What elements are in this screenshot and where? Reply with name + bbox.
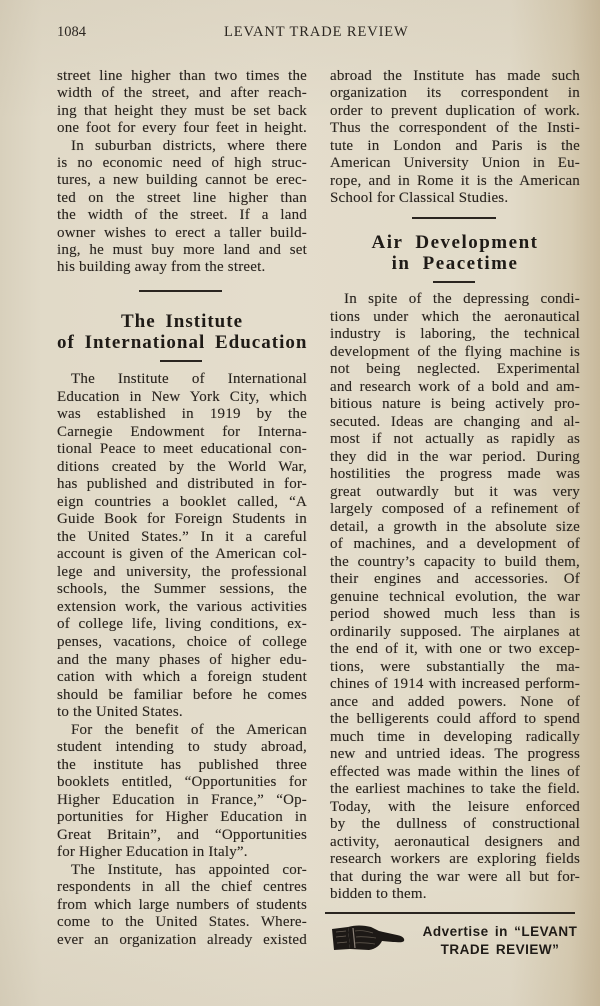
text-line: by the dullness of constructional	[330, 816, 580, 832]
text-line: activity, aeronautical designers and	[330, 833, 580, 850]
text-line: and research work of a bold and am-	[330, 378, 580, 395]
text-line: largely composed of a refinement of	[330, 501, 580, 517]
text-line: organization its correspondent in	[330, 85, 580, 102]
text-line: the end of it, with one or two excep-	[330, 641, 580, 657]
text-line: hostilities the progress made was	[330, 466, 580, 482]
text-line: most if not actually as rapidly as	[330, 431, 580, 447]
title-underline-rule	[433, 281, 475, 283]
text-line: they did in the war period. During	[330, 448, 580, 465]
article-title-line: in Peacetime	[391, 253, 519, 274]
running-header-title: LEVANT TRADE REVIEW	[224, 24, 409, 40]
text-line: lege and university, the professional	[57, 563, 307, 580]
article-body-air-development	[330, 291, 580, 904]
text-line: should be familiar before he comes	[57, 686, 307, 703]
text-line: The Institute of International	[71, 371, 307, 387]
advertisement-line: Advertise in “LEVANT	[422, 924, 578, 939]
text-line: abroad the Institute has made such	[330, 68, 580, 84]
article-title-institute	[57, 311, 307, 353]
text-line: come to the United States. Where-	[57, 914, 307, 931]
text-line: ance and added powers. None of	[330, 693, 580, 710]
text-line: portunities for Higher Education in	[57, 809, 307, 826]
text-line: Higher Education in France,” “Op-	[57, 791, 307, 808]
article-title-line: Air Development	[371, 232, 539, 253]
text-line: the United States.” In it a careful	[57, 528, 307, 545]
section-divider	[139, 290, 222, 292]
text-line: ordinarily supposed. The airplanes at	[330, 623, 580, 640]
text-line: of college life, living conditions, ex-	[57, 616, 307, 633]
text-line: tional Peace to meet educational con-	[57, 441, 307, 458]
text-line: tions, were substantially the ma-	[330, 658, 580, 675]
text-line: the earliest machines to take the field.	[330, 781, 580, 797]
text-line: Thus the correspondent of the Insti-	[330, 120, 580, 137]
text-line: eign countries a booklet called, “A	[57, 493, 307, 510]
text-line: rope, and in Rome it is the American	[330, 172, 580, 189]
paragraph	[57, 68, 307, 138]
text-line: detail, a growth in the absolute size	[330, 518, 580, 535]
text-line: student intending to study abroad,	[57, 739, 307, 756]
text-line: For the benefit of the American	[71, 721, 307, 738]
text-line: development of the flying machine is	[330, 343, 580, 360]
text-line: and the many phases of higher edu-	[57, 651, 307, 668]
text-line: width of the street, and after reach-	[57, 85, 307, 102]
text-line: the belligerents could afford to spend	[330, 711, 580, 727]
advertisement-divider	[325, 912, 575, 914]
text-line: to the United States.	[57, 704, 183, 721]
text-line: School for Classical Studies.	[330, 190, 509, 207]
text-line: bitious nature is being actively pro-	[330, 396, 580, 412]
text-line: Carnegie Endowment for Interna-	[57, 423, 307, 440]
paragraph	[57, 722, 307, 862]
article-body-institute	[57, 371, 307, 950]
text-line: Education in New York City, which	[57, 388, 307, 405]
text-line: much time in developing radically	[330, 728, 580, 745]
text-line: for Higher Education in Italy”.	[57, 844, 248, 861]
text-line: the institute has published three	[57, 756, 307, 773]
text-line: booklets entitled, “Opportunities for	[57, 774, 307, 791]
article-title-air-development	[330, 232, 580, 274]
text-line: Great Britain”, and “Opportunities	[57, 826, 307, 843]
text-line: their engines and accessories. Of	[330, 571, 580, 587]
text-line: new and untried ideas. The progress	[330, 746, 580, 762]
article-title-line: The Institute	[120, 311, 244, 332]
text-line: research workers are exploring fields	[330, 851, 580, 867]
text-line: The Institute, has appointed cor-	[71, 861, 307, 878]
paragraph	[57, 138, 307, 277]
advertisement-line: TRADE REVIEW”	[440, 942, 560, 957]
text-line: ing, he must buy more land and set	[57, 242, 307, 259]
section-divider	[412, 217, 496, 219]
text-line: Today, with the leisure enforced	[330, 798, 580, 815]
left-column-continued-text	[57, 68, 307, 277]
text-line: great outwardly but it was very	[330, 483, 580, 500]
text-line: the width of the street. If a land	[57, 207, 307, 224]
advertisement-text	[420, 923, 580, 959]
text-line: the country’s capacity to build them,	[330, 553, 580, 570]
text-line: bidden to them.	[330, 886, 427, 902]
right-column-continued-text	[330, 68, 580, 208]
article-title-line: of International Education	[57, 332, 308, 353]
text-line: tute in London and Paris is the	[330, 137, 580, 154]
text-line: cation with which a foreign student	[57, 669, 307, 686]
page-number: 1084	[57, 24, 86, 40]
text-line: effected was made within the lines of	[330, 763, 580, 780]
pointing-hand-icon	[331, 923, 406, 953]
paragraph	[57, 862, 307, 950]
text-line: order to prevent duplication of work.	[330, 102, 580, 119]
text-line: from which large numbers of students	[57, 896, 307, 913]
text-line: extension work, the various activities	[57, 598, 307, 615]
title-underline-rule	[160, 360, 202, 362]
text-line: American University Union in Eu-	[330, 155, 580, 172]
text-line: penses, vacations, choice of college	[57, 633, 307, 650]
paragraph	[330, 291, 580, 904]
text-line: In suburban districts, where there	[71, 137, 307, 154]
text-line: not being neglected. Experimental	[330, 361, 580, 377]
text-line: of machines, and a development of	[330, 536, 580, 552]
text-line: ted on the street line higher than	[57, 189, 307, 206]
text-line: tures, a new building cannot be erec-	[57, 172, 307, 189]
text-line: industry is laboring, the technical	[330, 326, 580, 342]
text-line: one foot for every four feet in height.	[57, 120, 307, 137]
text-line: owner wishes to erect a taller build-	[57, 224, 307, 241]
text-line: account is given of the American col-	[57, 546, 307, 563]
paragraph	[330, 68, 580, 208]
text-line: In spite of the depressing condi-	[344, 291, 580, 307]
text-line: secuted. Ideas are changing and al-	[330, 413, 580, 430]
text-line: is no economic need of high struc-	[57, 155, 307, 172]
text-line: ever an organization already existed	[57, 932, 307, 948]
text-line: ditions created by the World War,	[57, 458, 307, 475]
text-line: ing that height they must be set back	[57, 102, 307, 119]
text-line: was established in 1919 by the	[57, 406, 307, 423]
text-line: that during the war were all but for-	[330, 868, 580, 885]
text-line: schools, the Summer sessions, the	[57, 581, 307, 598]
text-line: respondents in all the chief centres	[57, 879, 307, 896]
text-line: genuine technical evolution, the war	[330, 588, 580, 605]
text-line: Guide Book for Foreign Students in	[57, 511, 307, 528]
text-line: tions under which the aeronautical	[330, 308, 580, 325]
text-line: has published and distributed in for-	[57, 476, 307, 493]
text-line: his building away from the street.	[57, 259, 266, 276]
text-line: period showed much less than is	[330, 606, 580, 622]
text-line: street line higher than two times the	[57, 68, 307, 84]
text-line: chines of 1914 with increased perform-	[330, 676, 580, 692]
paragraph	[57, 371, 307, 722]
